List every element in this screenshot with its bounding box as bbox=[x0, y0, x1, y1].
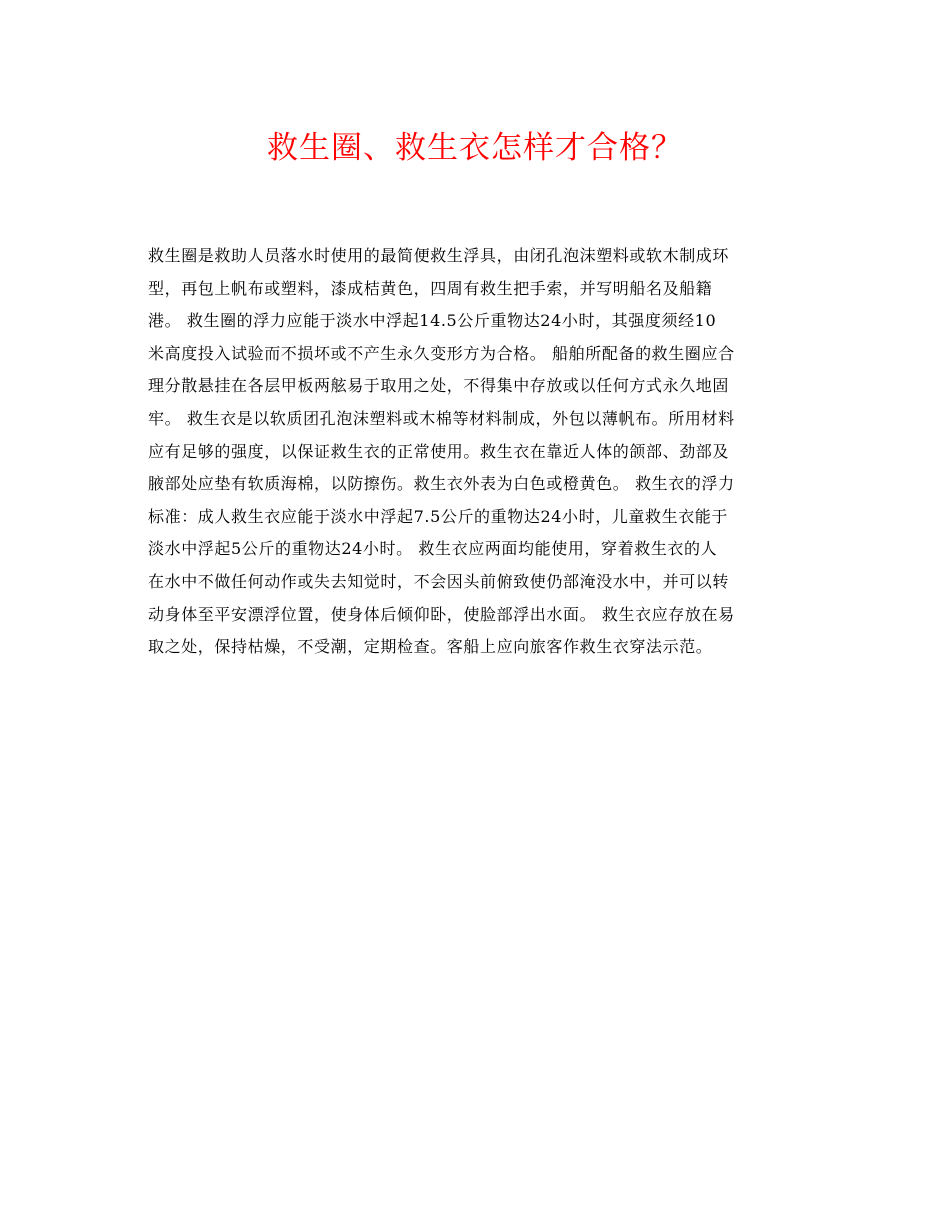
paragraph-line: 应有足够的强度，以保证救生衣的正常使用。救生衣在靠近人体的颌部、劲部及 bbox=[148, 441, 730, 461]
paragraph-line: 理分散悬挂在各层甲板两舷易于取用之处，不得集中存放或以任何方式永久地固 bbox=[148, 376, 730, 396]
paragraph-line: 型，再包上帆布或塑料，漆成桔黄色，四周有救生把手索，并写明船名及船籍 bbox=[148, 278, 713, 298]
paragraph-line: 淡水中浮起5公斤的重物达24小时。 救生衣应两面均能使用，穿着救生衣的人 bbox=[148, 539, 718, 559]
paragraph-line: 米高度投入试验而不损坏或不产生永久变形方为合格。 船舶所配备的救生圈应合 bbox=[148, 343, 735, 363]
paragraph-line: 标准：成人救生衣应能于淡水中浮起7.5公斤的重物达24小时，儿童救生衣能于 bbox=[148, 506, 729, 526]
paragraph-line: 港。 救生圈的浮力应能于淡水中浮起14.5公斤重物达24小时，其强度须经10 bbox=[148, 311, 717, 331]
paragraph-line: 取之处，保持枯燥，不受潮，定期检查。客船上应向旅客作救生衣穿法示范。 bbox=[148, 637, 713, 657]
page-title: 救生圈、救生衣怎样才合格？ bbox=[267, 130, 683, 166]
paragraph-line: 救生圈是救助人员落水时使用的最简便救生浮具，由闭孔泡沫塑料或软木制成环 bbox=[148, 246, 730, 265]
paragraph-line: 动身体至平安漂浮位置，使身体后倾仰卧，使脸部浮出水面。 救生衣应存放在易 bbox=[148, 604, 735, 624]
paragraph-line: 在水中不做任何动作或失去知觉时，不会因头前俯致使仍部淹没水中，并可以转 bbox=[148, 571, 730, 591]
paragraph-line: 牢。 救生衣是以软质团孔泡沫塑料或木棉等材料制成，外包以薄帆布。所用材料 bbox=[148, 408, 735, 428]
paragraph-line: 腋部处应垫有软质海棉，以防擦伤。救生衣外表为白色或橙黄色。 救生衣的浮力 bbox=[148, 474, 735, 494]
body-paragraph bbox=[148, 240, 808, 664]
